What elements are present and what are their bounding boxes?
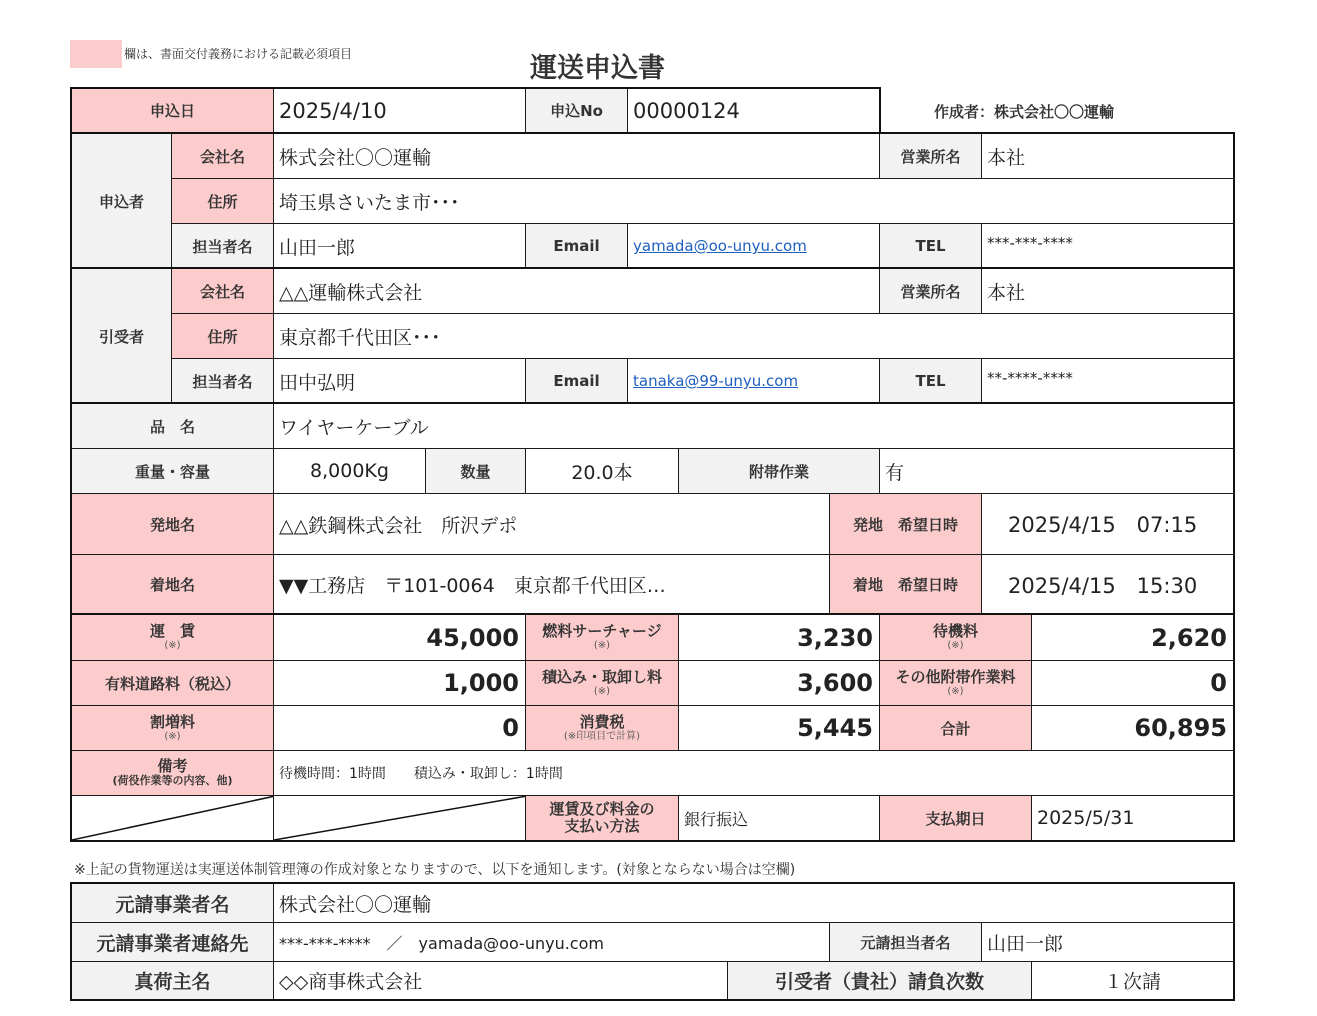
applicant-email-link[interactable]: yamada@oo-unyu.com: [633, 237, 807, 255]
receiver-tel-value: **-****-****: [981, 358, 1234, 404]
payment-due-label: 支払期日: [879, 795, 1032, 841]
apply-no-label: 申込No: [525, 88, 628, 133]
applicant-office-label: 営業所名: [879, 133, 982, 179]
total-value: 60,895: [1031, 705, 1234, 751]
shipper-value: ◇◇商事株式会社: [273, 961, 728, 1000]
receiver-office-value: 本社: [981, 268, 1234, 314]
prime-contact-value: ***-***-**** ／ yamada@oo-unyu.com: [273, 922, 830, 962]
applicant-tel-value: ***-***-****: [981, 223, 1234, 269]
payment-due-value: 2025/5/31: [1031, 795, 1234, 841]
remarks-value: 待機時間：1時間 積込み・取卸し：1時間: [273, 750, 1234, 796]
total-label: 合計: [879, 705, 1032, 751]
applicant-company-value: 株式会社〇〇運輸: [273, 133, 880, 179]
legend-text: 欄は、書面交付義務における記載必須項目: [124, 47, 353, 61]
diagonal-line: [274, 796, 526, 841]
tax-label: 消費税 (※印項目で計算): [525, 705, 679, 751]
goods-name-label: 品 名: [71, 403, 274, 449]
origin-time-value: 2025/4/15 07:15: [981, 493, 1234, 555]
receiver-address-label: 住所: [171, 313, 274, 359]
apply-no-value: 00000124: [627, 88, 880, 133]
fare-value: 45,000: [273, 614, 526, 661]
apply-date-value: 2025/4/10: [273, 88, 526, 133]
extra-work-label: 附帯作業: [678, 448, 880, 494]
prime-person-label: 元請担当者名: [829, 922, 982, 962]
origin-value: △△鉄鋼株式会社 所沢デポ: [273, 493, 830, 555]
fuel-label: 燃料サーチャージ (※): [525, 614, 679, 661]
section-divider: [70, 267, 1235, 269]
applicant-address-label: 住所: [171, 178, 274, 224]
extra-work-value: 有: [879, 448, 1234, 494]
weight-value: 8,000Kg: [273, 448, 426, 494]
toll-value: 1,000: [273, 660, 526, 706]
origin-time-label: 発地 希望日時: [829, 493, 982, 555]
legend-swatch: [70, 40, 122, 68]
fare-label: 運 賃 (※): [71, 614, 274, 661]
dest-time-label: 着地 希望日時: [829, 554, 982, 615]
toll-label: 有料道路料（税込）: [71, 660, 274, 706]
notice-text: ※上記の貨物運送は実運送体制管理簿の作成対象となりますので、以下を通知します。(対象とならない場合は空欄): [74, 862, 796, 878]
other-label: その他附帯作業料 (※): [879, 660, 1032, 706]
receiver-address-value: 東京都千代田区･･･: [273, 313, 1234, 359]
weight-label: 重量・容量: [71, 448, 274, 494]
applicant-office-value: 本社: [981, 133, 1234, 179]
goods-name-value: ワイヤーケーブル: [273, 403, 1234, 449]
receiver-email-cell: [627, 358, 880, 404]
dest-label: 着地名: [71, 554, 274, 615]
origin-label: 発地名: [71, 493, 274, 555]
payment-method-value: 銀行振込: [678, 795, 880, 841]
fuel-value: 3,230: [678, 614, 880, 661]
prime-value: 株式会社〇〇運輸: [273, 883, 1234, 923]
receiver-tel-label: TEL: [879, 358, 982, 404]
section-divider: [70, 402, 1235, 404]
receiver-office-label: 営業所名: [879, 268, 982, 314]
wait-value: 2,620: [1031, 614, 1234, 661]
wait-label: 待機料 (※): [879, 614, 1032, 661]
tax-value: 5,445: [678, 705, 880, 751]
applicant-address-value: 埼玉県さいたま市･･･: [273, 178, 1234, 224]
other-value: 0: [1031, 660, 1234, 706]
tier-label: 引受者（貴社）請負次数: [727, 961, 1032, 1000]
receiver-group-label: 引受者: [71, 268, 172, 404]
payment-method-label: 運賃及び料金の 支払い方法: [525, 795, 679, 841]
surcharge-label: 割増料 (※): [71, 705, 274, 751]
surcharge-value: 0: [273, 705, 526, 751]
receiver-email-link[interactable]: tanaka@99-unyu.com: [633, 372, 799, 390]
applicant-group-label: 申込者: [71, 133, 172, 269]
applicant-person-label: 担当者名: [171, 223, 274, 269]
load-value: 3,600: [678, 660, 880, 706]
tier-value: １次請: [1031, 961, 1234, 1000]
qty-value: 20.0本: [525, 448, 679, 494]
receiver-person-label: 担当者名: [171, 358, 274, 404]
receiver-company-value: △△運輸株式会社: [273, 268, 880, 314]
shipper-label: 真荷主名: [71, 961, 274, 1000]
qty-label: 数量: [425, 448, 526, 494]
prime-person-value: 山田一郎: [981, 922, 1234, 962]
receiver-email-label: Email: [525, 358, 628, 404]
section-divider: [70, 613, 1235, 615]
diagonal-line: [72, 796, 274, 841]
applicant-email-label: Email: [525, 223, 628, 269]
page-title: 運送申込書: [530, 53, 665, 84]
dest-time-value: 2025/4/15 15:30: [981, 554, 1234, 615]
applicant-email-cell: [627, 223, 880, 269]
payment-blank-1: [71, 795, 274, 841]
prime-label: 元請事業者名: [71, 883, 274, 923]
applicant-tel-label: TEL: [879, 223, 982, 269]
apply-date-label: 申込日: [71, 88, 274, 133]
dest-value: ▼▼工務店 〒101-0064 東京都千代田区…: [273, 554, 830, 615]
receiver-company-label: 会社名: [171, 268, 274, 314]
prime-contact-label: 元請事業者連絡先: [71, 922, 274, 962]
payment-blank-2: [273, 795, 526, 841]
creator-text: 作成者：株式会社〇〇運輸: [934, 103, 1115, 121]
applicant-person-value: 山田一郎: [273, 223, 526, 269]
receiver-person-value: 田中弘明: [273, 358, 526, 404]
remarks-label: 備考 (荷役作業等の内容、他): [71, 750, 274, 796]
load-label: 積込み・取卸し料 (※): [525, 660, 679, 706]
applicant-company-label: 会社名: [171, 133, 274, 179]
